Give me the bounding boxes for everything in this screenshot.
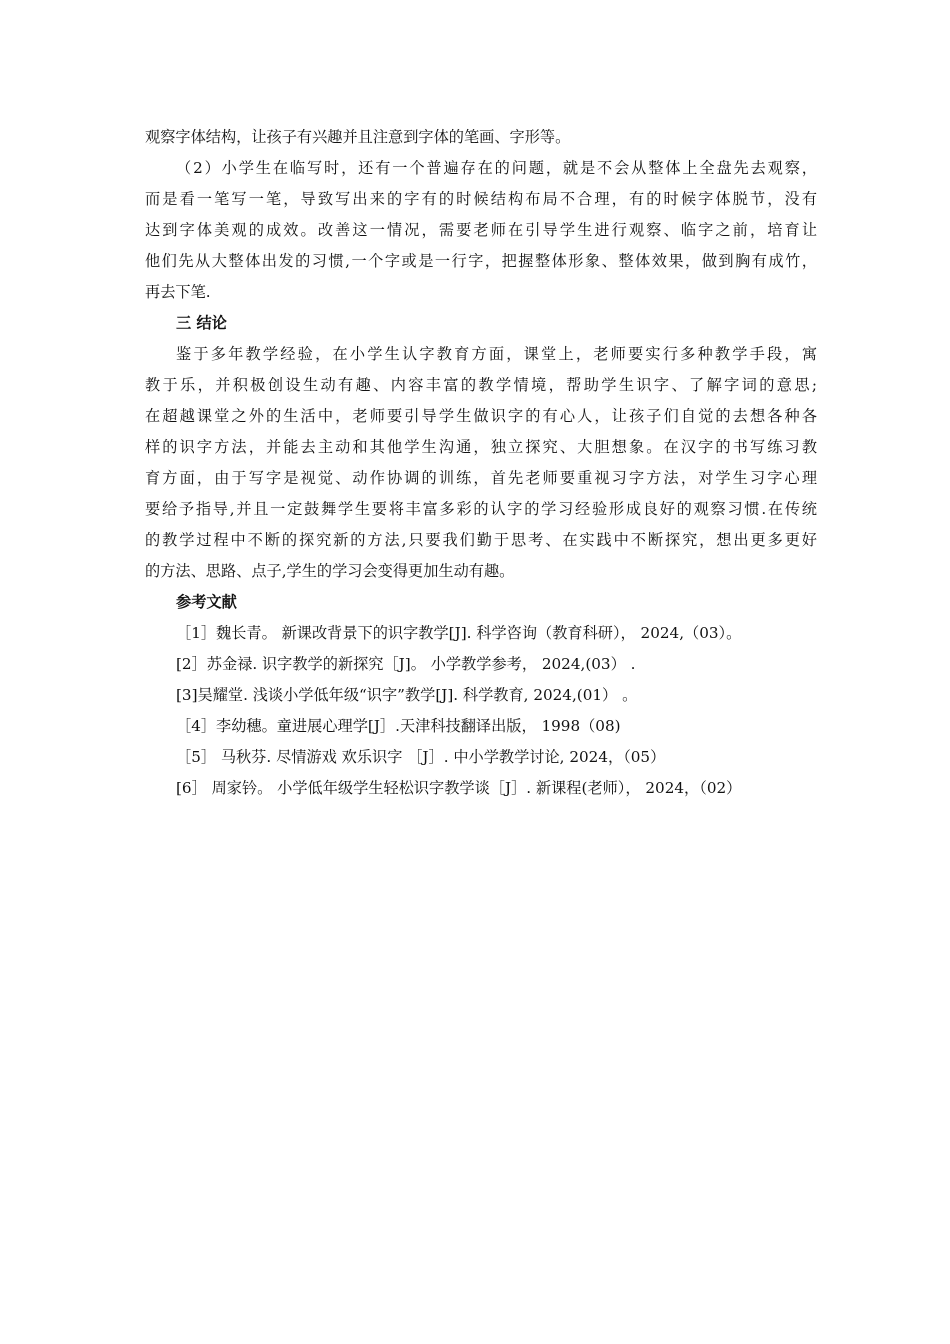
paragraph-line: 教于乐，并积极创设生动有趣、内容丰富的教学情境，帮助学生识字、了解字词的意思;	[145, 376, 817, 394]
paragraph-line: 达到字体美观的成效。改善这一情况，需要老师在引导学生进行观察、临字之前，培育让	[145, 221, 817, 239]
paragraph-line: 在超越课堂之外的生活中，老师要引导学生做识字的有心人，让孩子们自觉的去想各种各	[145, 407, 817, 425]
paragraph-intro	[145, 122, 817, 153]
reference-item: ［4］李幼穗。童进展心理学[J］.天津科技翻译出版， 1998（08)	[176, 717, 621, 735]
paragraph-line: 育方面，由于写字是视觉、动作协调的训练，首先老师要重视习字方法，对学生习字心理	[145, 469, 817, 487]
reference-item: [6］ 周家钤。 小学低年级学生轻松识字教学谈［J］. 新课程(老师）， 2024，（02）	[176, 779, 742, 797]
paragraph-line: 他们先从大整体出发的习惯,一个字或是一行字，把握整体形象、整体效果，做到胸有成竹，	[145, 252, 817, 270]
paragraph-line: 的教学过程中不断的探究新的方法,只要我们勤于思考、在实践中不断探究，想出更多更好	[145, 531, 817, 549]
references-heading: 参考文献	[176, 593, 237, 611]
paragraph-line: 样的识字方法，并能去主动和其他学生沟通，独立探究、大胆想象。在汉字的书写练习教	[145, 438, 817, 456]
paragraph-2	[145, 153, 817, 308]
conclusion-heading: 三 结论	[176, 314, 227, 332]
paragraph-line: 再去下笔.	[145, 283, 211, 301]
paragraph-line: 鉴于多年教学经验，在小学生认字教育方面，课堂上，老师要实行多种教学手段，寓	[176, 345, 817, 363]
reference-item: [3]吴耀堂. 浅谈小学低年级“识字”教学[J]. 科学教育, 2024,(01） 。	[176, 686, 638, 704]
references-list	[145, 618, 817, 804]
paragraph-line: 观察字体结构，让孩子有兴趣并且注意到字体的笔画、字形等。	[145, 128, 571, 146]
reference-item: ［1］魏长青。 新课改背景下的识字教学[J]. 科学咨询（教育科研）， 2024,（03）。	[176, 624, 742, 642]
paragraph-line: 要给予指导,并且一定鼓舞学生要将丰富多彩的认字的学习经验形成良好的观察习惯.在传统	[145, 500, 817, 518]
paragraph-line: （2）小学生在临写时，还有一个普遍存在的问题，就是不会从整体上全盘先去观察，	[176, 159, 817, 177]
reference-item: ［5］ 马秋芬. 尽情游戏 欢乐识字 ［J］. 中小学教学讨论, 2024，（05）	[176, 748, 666, 766]
document-page	[145, 122, 817, 804]
conclusion-paragraph	[145, 339, 817, 587]
paragraph-line: 而是看一笔写一笔，导致写出来的字有的时候结构布局不合理，有的时候字体脱节，没有	[145, 190, 817, 208]
reference-item: [2］苏金禄. 识字教学的新探究［J]。 小学教学参考， 2024,(03） .	[176, 655, 636, 673]
paragraph-line: 的方法、思路、点子,学生的学习会变得更加生动有趣。	[145, 562, 515, 580]
